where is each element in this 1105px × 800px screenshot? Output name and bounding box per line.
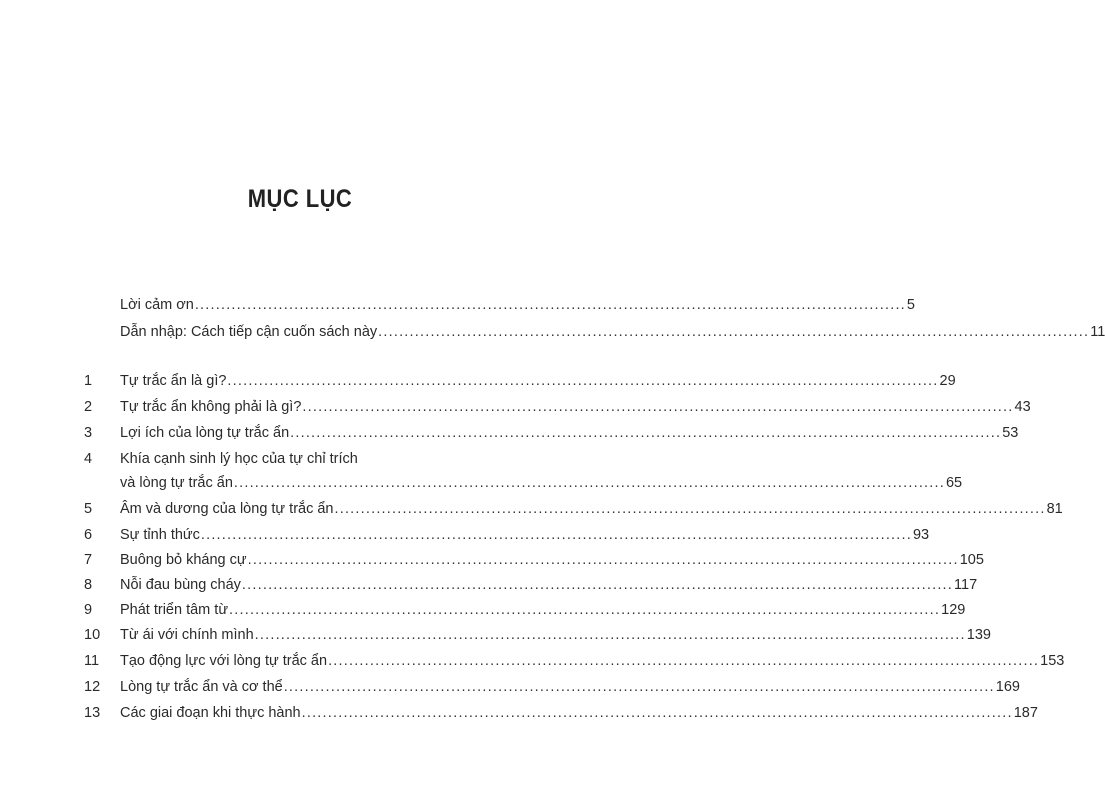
chapter-page: 129 <box>941 602 966 618</box>
chapter-title: Tự trắc ẩn là gì? <box>120 373 227 389</box>
chapter-title: Nỗi đau bùng cháy <box>120 577 241 593</box>
chapter-number: 3 <box>84 425 93 441</box>
toc-chapter-4[interactable] <box>0 447 963 495</box>
toc-entry-title: Dẫn nhập: Cách tiếp cận cuốn sách này <box>120 324 378 340</box>
chapter-page: 153 <box>1040 653 1065 669</box>
chapter-number: 4 <box>84 451 93 467</box>
toc-chapter-10[interactable] <box>0 623 991 647</box>
chapter-number: 8 <box>84 577 93 593</box>
dot-leader: ........................................................................................................................................ <box>283 679 995 695</box>
chapter-page: 187 <box>1013 705 1038 721</box>
chapter-title-line1: Khía cạnh sinh lý học của tự chỉ trích <box>120 451 358 467</box>
toc-entry-title: Lời cảm ơn <box>120 297 194 313</box>
toc-chapter-9[interactable] <box>0 598 966 622</box>
dot-leader: ........................................................................................................................................ <box>227 373 939 389</box>
dot-leader: ........................................................................................................................................ <box>378 324 1090 340</box>
chapter-page: 117 <box>954 577 978 593</box>
chapter-number: 12 <box>84 679 101 695</box>
chapter-title: Lợi ích của lòng tự trắc ẩn <box>120 425 290 441</box>
toc-entry-page: 5 <box>906 297 915 313</box>
toc-chapter-6[interactable] <box>0 523 930 547</box>
chapter-number: 9 <box>84 602 93 618</box>
chapter-page: 139 <box>966 627 991 643</box>
dot-leader: ........................................................................................................................................ <box>334 501 1046 517</box>
chapter-page: 29 <box>939 373 956 389</box>
chapter-title: Từ ái với chính mình <box>120 627 254 643</box>
dot-leader: ........................................................................................................................................ <box>194 297 906 313</box>
toc-chapter-7[interactable] <box>0 548 984 572</box>
toc-chapter-1[interactable] <box>0 369 956 393</box>
dot-leader: ........................................................................................................................................ <box>200 527 912 543</box>
chapter-number: 6 <box>84 527 93 543</box>
chapter-number: 2 <box>84 399 93 415</box>
chapter-page: 105 <box>959 552 984 568</box>
page-title: MỤC LỤC <box>247 185 353 213</box>
dot-leader: ........................................................................................................................................ <box>328 653 1040 669</box>
toc-chapter-12[interactable] <box>0 675 1020 699</box>
toc-chapter-2[interactable] <box>0 395 1031 419</box>
chapter-title: Tạo động lực với lòng tự trắc ẩn <box>120 653 328 669</box>
chapter-page: 93 <box>912 527 930 543</box>
chapter-title: Phát triển tâm từ <box>120 602 229 618</box>
dot-leader: ........................................................................................................................................ <box>301 705 1013 721</box>
chapter-page: 65 <box>945 475 963 491</box>
chapter-title-line2: và lòng tự trắc ẩn <box>120 475 233 491</box>
dot-leader: ........................................................................................................................................ <box>254 627 966 643</box>
toc-chapter-5[interactable] <box>0 497 1063 521</box>
chapter-title: Tự trắc ẩn không phải là gì? <box>120 399 302 415</box>
chapter-number: 10 <box>84 627 101 643</box>
chapter-title: Buông bỏ kháng cự <box>120 552 247 568</box>
chapter-page: 53 <box>1002 425 1019 441</box>
dot-leader: ........................................................................................................................................ <box>302 399 1014 415</box>
dot-leader: ........................................................................................................................................ <box>247 552 959 568</box>
chapter-page: 43 <box>1014 399 1031 415</box>
toc-chapter-8[interactable] <box>0 573 978 597</box>
chapter-title: Âm và dương của lòng tự trắc ẩn <box>120 501 334 517</box>
chapter-number: 13 <box>84 705 101 721</box>
dot-leader: ........................................................................................................................................ <box>241 577 954 593</box>
toc-chapter-13[interactable] <box>0 701 1038 725</box>
toc-entry-acknowledgements[interactable] <box>0 293 915 317</box>
dot-leader: ........................................................................................................................................ <box>229 602 941 618</box>
chapter-title: Các giai đoạn khi thực hành <box>120 705 301 721</box>
dot-leader: ........................................................................................................................................ <box>233 475 945 491</box>
dot-leader: ........................................................................................................................................ <box>290 425 1002 441</box>
toc-chapter-3[interactable] <box>0 421 1019 445</box>
chapter-title: Lòng tự trắc ẩn và cơ thể <box>120 679 283 695</box>
chapter-title: Sự tỉnh thức <box>120 527 200 543</box>
chapter-number: 7 <box>84 552 93 568</box>
chapter-number: 5 <box>84 501 93 517</box>
toc-entry-page: 11 <box>1090 324 1105 340</box>
chapter-number: 1 <box>84 373 93 389</box>
toc-entry-introduction[interactable] <box>0 320 1105 344</box>
chapter-number: 11 <box>84 653 100 669</box>
chapter-page: 169 <box>995 679 1020 695</box>
chapter-page: 81 <box>1046 501 1063 517</box>
toc-chapter-11[interactable] <box>0 649 1065 673</box>
